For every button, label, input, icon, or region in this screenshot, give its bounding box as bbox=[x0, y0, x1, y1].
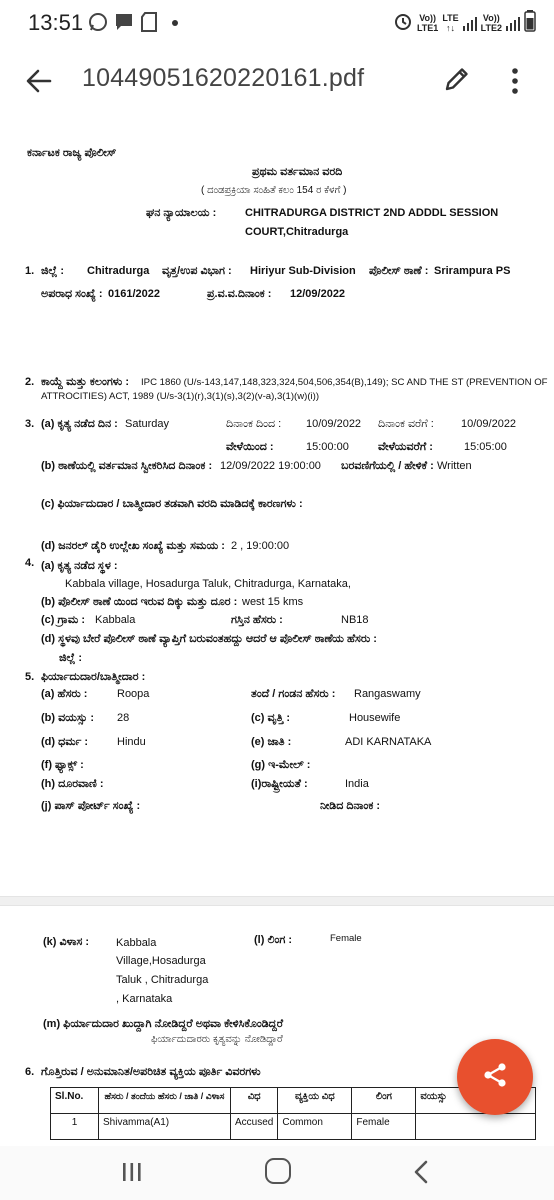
address-line-2: Village,Hosadurga bbox=[116, 955, 206, 967]
gender-value: Female bbox=[330, 933, 362, 944]
volte-1 bbox=[417, 13, 438, 33]
to-time-value: 15:05:00 bbox=[464, 441, 507, 453]
col-name: ಹೆಸರು / ತಂದೆಯ ಹೆಸರು / ಜಾತಿ / ವಿಳಾಸ bbox=[99, 1088, 231, 1114]
data-arrows-icon: ↑↓ bbox=[445, 23, 455, 33]
court-line-1: CHITRADURGA DISTRICT 2ND ADDDL SESSION bbox=[245, 207, 499, 219]
status-time: 13:51 bbox=[28, 10, 84, 35]
status-indicators bbox=[393, 8, 536, 38]
age-label: (b) ವಯಸ್ಸು : bbox=[41, 712, 95, 724]
distance-label: (b) ಪೊಲೀಸ್ ಠಾಣೆ ಯಿಂದ ಇರುವ ದಿಕ್ಕು ಮತ್ತು ದೂರ : bbox=[41, 596, 238, 608]
caste-label: (e) ಜಾತಿ : bbox=[251, 736, 292, 748]
subdivision-value: Hiriyur Sub-Division bbox=[250, 265, 356, 277]
more-options-icon[interactable] bbox=[508, 64, 522, 98]
from-date-label: ದಿನಾಂಕ ದಿಂದ : bbox=[226, 418, 282, 430]
whatsapp-icon bbox=[88, 12, 108, 37]
section-1-number: 1. bbox=[25, 265, 35, 277]
row-gender: Female bbox=[352, 1114, 416, 1140]
page-break bbox=[0, 896, 554, 906]
status-bar bbox=[0, 0, 554, 46]
app-bar bbox=[0, 46, 554, 116]
name-value: Roopa bbox=[117, 688, 150, 700]
home-icon[interactable] bbox=[265, 1158, 291, 1184]
lte-label: LTE bbox=[442, 13, 459, 23]
recent-apps-icon[interactable] bbox=[121, 1160, 143, 1184]
section-6-number: 6. bbox=[25, 1066, 35, 1078]
occupation-value: Housewife bbox=[349, 712, 401, 724]
court-line-2: COURT,Chitradurga bbox=[245, 226, 349, 238]
org-name: ಕರ್ನಾಟಕ ರಾಜ್ಯ ಪೊಲೀಸ್ bbox=[27, 147, 117, 159]
col-age: ವಯಸ್ಸು bbox=[416, 1088, 536, 1114]
fir-date-label: ಪ್ರ.ವ.ವ.ದಿನಾಂಕ : bbox=[207, 288, 272, 300]
accused-heading: ಗೊತ್ತಿರುವ / ಅನುಮಾನಿತ/ಅಪರಿಚಿತ ವ್ಯಕ್ತಿಯ ಪೂರ್ತಿ ವಿವರಗಳು bbox=[41, 1066, 261, 1078]
occurrence-day-label: (a) ಕೃತ್ಯ ನಡೆದ ದಿನ : bbox=[41, 418, 118, 430]
age-value: 28 bbox=[117, 712, 130, 724]
address-line-4: , Karnataka bbox=[116, 993, 173, 1005]
name-label: (a) ಹೆಸರು : bbox=[41, 688, 88, 700]
lte-indicator bbox=[442, 13, 458, 33]
village-value: Kabbala bbox=[95, 614, 136, 626]
father-name-value: Rangaswamy bbox=[354, 688, 421, 700]
passport-issued-label: ನೀಡಿದ ದಿನಾಂಕ : bbox=[320, 800, 381, 812]
section-3-number: 3. bbox=[25, 418, 35, 430]
section-4-number: 4. bbox=[25, 557, 35, 569]
general-diary-label: (d) ಜನರಲ್ ಡೈರಿ ಉಲ್ಲೇಖ ಸಂಖ್ಯೆ ಮತ್ತು ಸಮಯ : bbox=[41, 540, 225, 552]
district-value: Chitradurga bbox=[87, 265, 150, 277]
written-value: Written bbox=[437, 460, 472, 472]
volte-1-top: Vo)) bbox=[419, 13, 437, 23]
acts-line-2: ATTROCITIES) ACT, 1989 (U/s-3(1)(r),3(1)(s),3(2)(v-a),3(1)(w)(i)) bbox=[41, 391, 320, 402]
file-title: 10449051620220161.pdf bbox=[82, 64, 365, 92]
doc-subtitle: ( ದಂಡಪ್ರಕ್ರಿಯಾ ಸಂಹಿತೆ ಕಲಂ 154 ರ ಕೆಳಗೆ ) bbox=[201, 185, 347, 196]
share-button[interactable] bbox=[457, 1039, 533, 1115]
father-name-label: ತಂದೆ / ಗಂಡನ ಹೆಸರು : bbox=[251, 688, 336, 700]
col-sl-no: Sl.No. bbox=[51, 1088, 99, 1114]
fax-label: (f) ಫ್ಯಾಕ್ಸ್ : bbox=[41, 759, 84, 771]
delay-reason-label: (c) ಫಿರ್ಯಾದುದಾರ / ಬಾತ್ಮೀದಾರ ತಡವಾಗಿ ವರದಿ ಮಾಡಿದಕ್ಕೆ ಕಾರಣಗಳು : bbox=[41, 498, 303, 510]
fir-date-value: 12/09/2022 bbox=[290, 288, 346, 300]
witnessed-value: ಫಿರ್ಯಾದುದಾರರು ಕೃತ್ಯವನ್ನು ನೋಡಿದ್ದಾರೆ bbox=[151, 1034, 283, 1045]
address-label: (k) ವಿಳಾಸ : bbox=[43, 936, 90, 948]
police-station-label: ಪೊಲೀಸ್ ಠಾಣೆ : bbox=[369, 265, 429, 277]
other-ps-label: (d) ಸ್ಥಳವು ಬೇರೆ ಪೊಲೀಸ್ ಠಾಣೆ ವ್ಯಾಪ್ತಿಗೆ ಬರುವಂತಹದ್ದು ಆದರೆ ಆ ಪೊಲೀಸ್ ಠಾಣೆಯ ಹೆಸರು : bbox=[41, 633, 377, 645]
phone-label: (h) ದೂರವಾಣಿ : bbox=[41, 778, 104, 790]
crime-number-label: ಅಪರಾಧ ಸಂಖ್ಯೆ : bbox=[41, 288, 103, 300]
row-age bbox=[416, 1114, 536, 1140]
complainant-heading: ಫಿರ್ಯಾದುದಾರ/ಬಾತ್ಮೀದಾರ : bbox=[41, 671, 146, 683]
col-type: ವಿಧ bbox=[231, 1088, 278, 1114]
signal-1-icon bbox=[463, 15, 477, 31]
other-district-label: ಜಿಲ್ಲೆ : bbox=[59, 652, 82, 664]
place-label: (a) ಕೃತ್ಯ ನಡೆದ ಸ್ಥಳ : bbox=[41, 560, 118, 572]
row-name: Shivamma(A1) bbox=[99, 1114, 231, 1140]
nationality-value: India bbox=[345, 778, 369, 790]
message-icon bbox=[114, 12, 134, 37]
section-5-number: 5. bbox=[25, 671, 35, 683]
district-label: ಜಿಲ್ಲೆ : bbox=[41, 265, 64, 277]
police-station-value: Srirampura PS bbox=[434, 265, 511, 277]
doc-title: ಪ್ರಥಮ ವರ್ತಮಾನ ವರದಿ bbox=[252, 166, 343, 178]
occupation-label: (c) ವೃತ್ತಿ : bbox=[251, 712, 291, 724]
passport-label: (j) ಪಾಸ್ ಪೋರ್ಟ್ ಸಂಖ್ಯೆ : bbox=[41, 800, 141, 812]
witnessed-label: (m) ಫಿರ್ಯಾದುದಾರ ಖುದ್ದಾಗಿ ನೋಡಿದ್ದರೆ ಅಥವಾ ಕೇಳಿಸಿಕೊಂಡಿದ್ದರೆ bbox=[43, 1018, 284, 1030]
from-date-value: 10/09/2022 bbox=[306, 418, 362, 430]
sd-card-icon bbox=[140, 12, 158, 37]
beat-value: NB18 bbox=[341, 614, 369, 626]
received-label: (b) ಠಾಣೆಯಲ್ಲಿ ವರ್ತಮಾನ ಸ್ವೀಕರಿಸಿದ ದಿನಾಂಕ : bbox=[41, 460, 213, 472]
to-date-label: ದಿನಾಂಕ ವರೆಗೆ : bbox=[378, 418, 434, 430]
to-date-value: 10/09/2022 bbox=[461, 418, 517, 430]
battery-icon bbox=[524, 10, 536, 37]
religion-value: Hindu bbox=[117, 736, 146, 748]
signal-2-icon bbox=[506, 15, 520, 31]
volte-2 bbox=[481, 13, 502, 33]
subdivision-label: ವೃತ್ತ/ಉಪ ವಿಭಾಗ : bbox=[162, 265, 232, 277]
written-label: ಬರವಣಿಗೆಯಲ್ಲಿ / ಹೇಳಿಕೆ : bbox=[341, 460, 434, 472]
to-time-label: ವೇಳೆಯವರೆಗೆ : bbox=[378, 441, 433, 453]
occurrence-day-value: Saturday bbox=[125, 418, 170, 430]
email-label: (g) ಇ-ಮೇಲ್ : bbox=[251, 759, 311, 771]
from-time-value: 15:00:00 bbox=[306, 441, 349, 453]
nav-back-icon[interactable] bbox=[410, 1159, 434, 1185]
volte-2-bottom: LTE2 bbox=[480, 23, 502, 33]
village-label: (c) ಗ್ರಾಮ : bbox=[41, 614, 85, 626]
caste-value: ADI KARNATAKA bbox=[345, 736, 432, 748]
share-icon bbox=[481, 1061, 509, 1094]
distance-value: west 15 kms bbox=[242, 596, 304, 608]
court-label: ಘನ ನ್ಯಾಯಾಲಯ : bbox=[146, 207, 217, 219]
address-line-3: Taluk , Chitradurga bbox=[116, 974, 209, 986]
row-type: Accused bbox=[231, 1114, 278, 1140]
address-line-1: Kabbala bbox=[116, 937, 157, 949]
notification-dot-icon bbox=[172, 20, 178, 26]
col-person-type: ವ್ಯಕ್ತಿಯ ವಿಧ bbox=[278, 1088, 352, 1114]
received-value: 12/09/2022 19:00:00 bbox=[220, 460, 321, 472]
row-person-type: Common bbox=[278, 1114, 352, 1140]
acts-line-1: IPC 1860 (U/s-143,147,148,323,324,504,506,354(B),149); SC AND THE ST (PREVENTION OF bbox=[141, 377, 548, 388]
pdf-page[interactable] bbox=[0, 116, 554, 1146]
volte-1-bottom: LTE1 bbox=[416, 23, 439, 33]
alarm-icon bbox=[393, 11, 413, 36]
back-arrow-icon[interactable] bbox=[22, 64, 56, 98]
system-nav-bar bbox=[0, 1146, 554, 1200]
religion-label: (d) ಧರ್ಮ : bbox=[41, 736, 89, 748]
table-row bbox=[51, 1114, 536, 1140]
crime-number-value: 0161/2022 bbox=[108, 288, 160, 300]
beat-label: ಗಸ್ತಿನ ಹೆಸರು : bbox=[231, 614, 283, 626]
gender-label: (l) ಲಿಂಗ : bbox=[254, 934, 292, 946]
volte-2-top: Vo)) bbox=[482, 13, 500, 23]
place-value: Kabbala village, Hosadurga Taluk, Chitradurga, Karnataka, bbox=[65, 578, 351, 590]
edit-pencil-icon[interactable] bbox=[442, 64, 472, 94]
col-gender: ಲಿಂಗ bbox=[352, 1088, 416, 1114]
general-diary-value: 2 , 19:00:00 bbox=[231, 540, 290, 552]
row-sl: 1 bbox=[51, 1114, 99, 1140]
section-2-number: 2. bbox=[25, 376, 35, 388]
nationality-label: (i)ರಾಷ್ಟ್ರೀಯತೆ : bbox=[251, 778, 308, 790]
acts-label: ಕಾಯ್ದೆ ಮತ್ತು ಕಲಂಗಳು : bbox=[41, 376, 129, 388]
from-time-label: ವೇಳೆಯಿಂದ : bbox=[226, 441, 274, 453]
